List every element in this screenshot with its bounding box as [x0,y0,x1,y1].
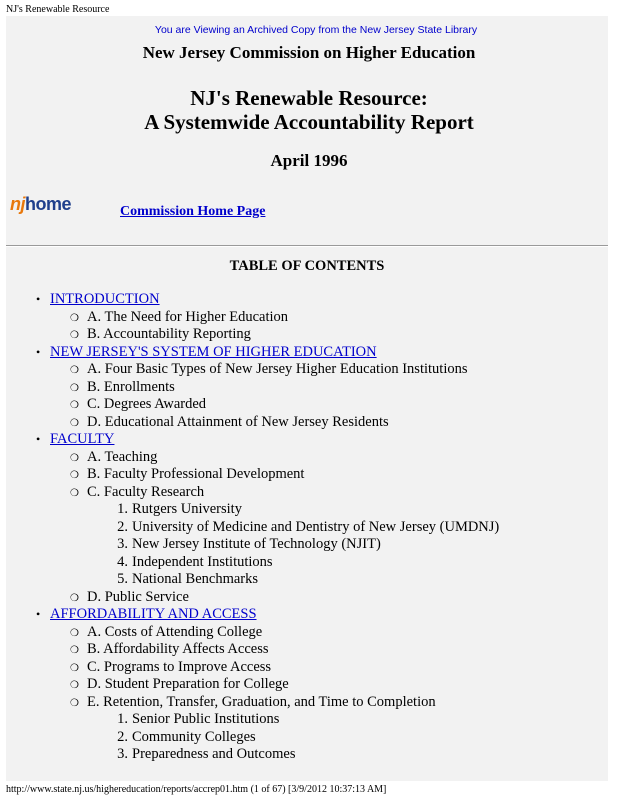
toc-item-label: A. The Need for Higher Education [87,308,289,325]
toc-item-label: B. Affordability Affects Access [87,641,269,657]
toc-item-label: C. Faculty Research [87,483,205,500]
toc-item [6,414,608,432]
toc-item-label: D. Student Preparation for College [87,676,289,692]
toc-subitem [6,501,608,519]
toc-section [6,291,608,309]
toc-item [6,361,608,379]
toc-subitem [6,571,608,589]
circle-bullet-icon: ❍ [70,452,79,464]
toc-subitem-number: 3. [117,536,128,552]
toc-subitem-label: University of Medicine and Dentistry of New Jersey (UMDNJ) [132,518,500,535]
toc-item [6,484,608,502]
running-header: NJ's Renewable Resource [6,4,110,15]
circle-bullet-icon: ❍ [70,470,79,481]
toc-item-label: B. Accountability Reporting [87,326,251,342]
toc-item [6,466,608,484]
toc-subitem [6,554,608,572]
toc-item [6,676,608,694]
bullet-icon: • [36,432,41,446]
circle-bullet-icon: ❍ [70,680,79,691]
logo-home-text: home [25,194,72,214]
toc-subitem-label: Rutgers University [132,501,242,517]
toc-subitem [6,536,608,554]
toc-item-label: E. Retention, Transfer, Graduation, and Time to Completion [87,693,436,710]
report-date: April 1996 [270,151,348,170]
toc-item [6,659,608,677]
circle-bullet-icon: ❍ [70,417,79,429]
logo-nj-text: nj [10,194,25,214]
bullet-icon: • [36,292,41,306]
circle-bullet-icon: ❍ [70,312,79,324]
toc-item-label: B. Faculty Professional Development [87,466,305,482]
toc-subitem-number: 1. [117,501,128,517]
title-line-1: NJ's Renewable Resource: [190,86,428,110]
toc-section [6,606,608,624]
circle-bullet-icon: ❍ [70,645,79,656]
toc-section-link[interactable]: INTRODUCTION [50,291,160,307]
toc-subitem [6,729,608,747]
toc-item [6,694,608,712]
circle-bullet-icon: ❍ [70,697,79,709]
toc-section-link[interactable]: NEW JERSEY'S SYSTEM OF HIGHER EDUCATION [50,343,377,360]
circle-bullet-icon: ❍ [70,592,79,604]
circle-bullet-icon: ❍ [70,365,79,376]
toc-subitem [6,519,608,537]
toc-subitem-label: Independent Institutions [132,553,273,570]
report-title [6,86,612,134]
circle-bullet-icon: ❍ [70,330,79,341]
toc-subitem [6,746,608,764]
toc-item [6,326,608,344]
toc-heading: TABLE OF CONTENTS [229,258,385,274]
page-footer-url: http://www.state.nj.us/highereducation/reports/accrep01.htm (1 of 67) [3/9/2012 10:37:13 AM] [6,784,387,795]
toc-section-link[interactable]: AFFORDABILITY AND ACCESS [50,606,257,622]
toc-subitem-number: 5. [117,571,128,587]
toc-item-label: D. Educational Attainment of New Jersey Residents [87,413,389,430]
circle-bullet-icon: ❍ [70,487,79,499]
title-line-2: A Systemwide Accountability Report [144,110,474,134]
toc-item [6,624,608,642]
circle-bullet-icon: ❍ [70,400,79,411]
toc-item-label: D. Public Service [87,588,189,605]
toc-section-link[interactable]: FACULTY [50,431,115,447]
circle-bullet-icon: ❍ [70,662,79,674]
toc-item-label: B. Enrollments [87,378,175,395]
toc-item-label: A. Costs of Attending College [87,623,263,640]
toc-subitem-label: Community Colleges [132,728,256,745]
toc-subitem-label: Senior Public Institutions [132,711,280,727]
table-of-contents [6,291,608,764]
commission-home-link[interactable]: Commission Home Page [120,204,266,219]
toc-subitem-number: 1. [117,711,128,727]
toc-item [6,309,608,327]
toc-section [6,431,608,449]
toc-subitem-number: 4. [117,553,128,570]
toc-item [6,449,608,467]
organization-heading: New Jersey Commission on Higher Education [142,43,476,62]
circle-bullet-icon: ❍ [70,382,79,394]
toc-item [6,396,608,414]
toc-item-label: A. Four Basic Types of New Jersey Higher Education Institutions [87,361,468,377]
toc-item-label: C. Programs to Improve Access [87,658,272,675]
toc-item-label: A. Teaching [87,448,158,465]
toc-subitem-number: 2. [117,728,128,745]
toc-section [6,344,608,362]
njhome-logo[interactable] [10,194,71,215]
circle-bullet-icon: ❍ [70,627,79,639]
toc-subitem [6,711,608,729]
toc-item [6,589,608,607]
archived-notice-link[interactable]: You are Viewing an Archived Copy from the New Jersey State Library [154,24,478,36]
toc-item-label: C. Degrees Awarded [87,396,207,412]
toc-item [6,641,608,659]
toc-subitem-label: National Benchmarks [132,571,259,587]
toc-subitem-number: 2. [117,518,128,535]
toc-item [6,379,608,397]
toc-subitem-number: 3. [117,746,128,762]
toc-subitem-label: New Jersey Institute of Technology (NJIT) [132,536,381,552]
horizontal-divider [6,245,608,247]
toc-subitem-label: Preparedness and Outcomes [132,746,296,762]
bullet-icon: • [36,607,41,621]
document-page [6,16,608,781]
bullet-icon: • [36,344,41,359]
